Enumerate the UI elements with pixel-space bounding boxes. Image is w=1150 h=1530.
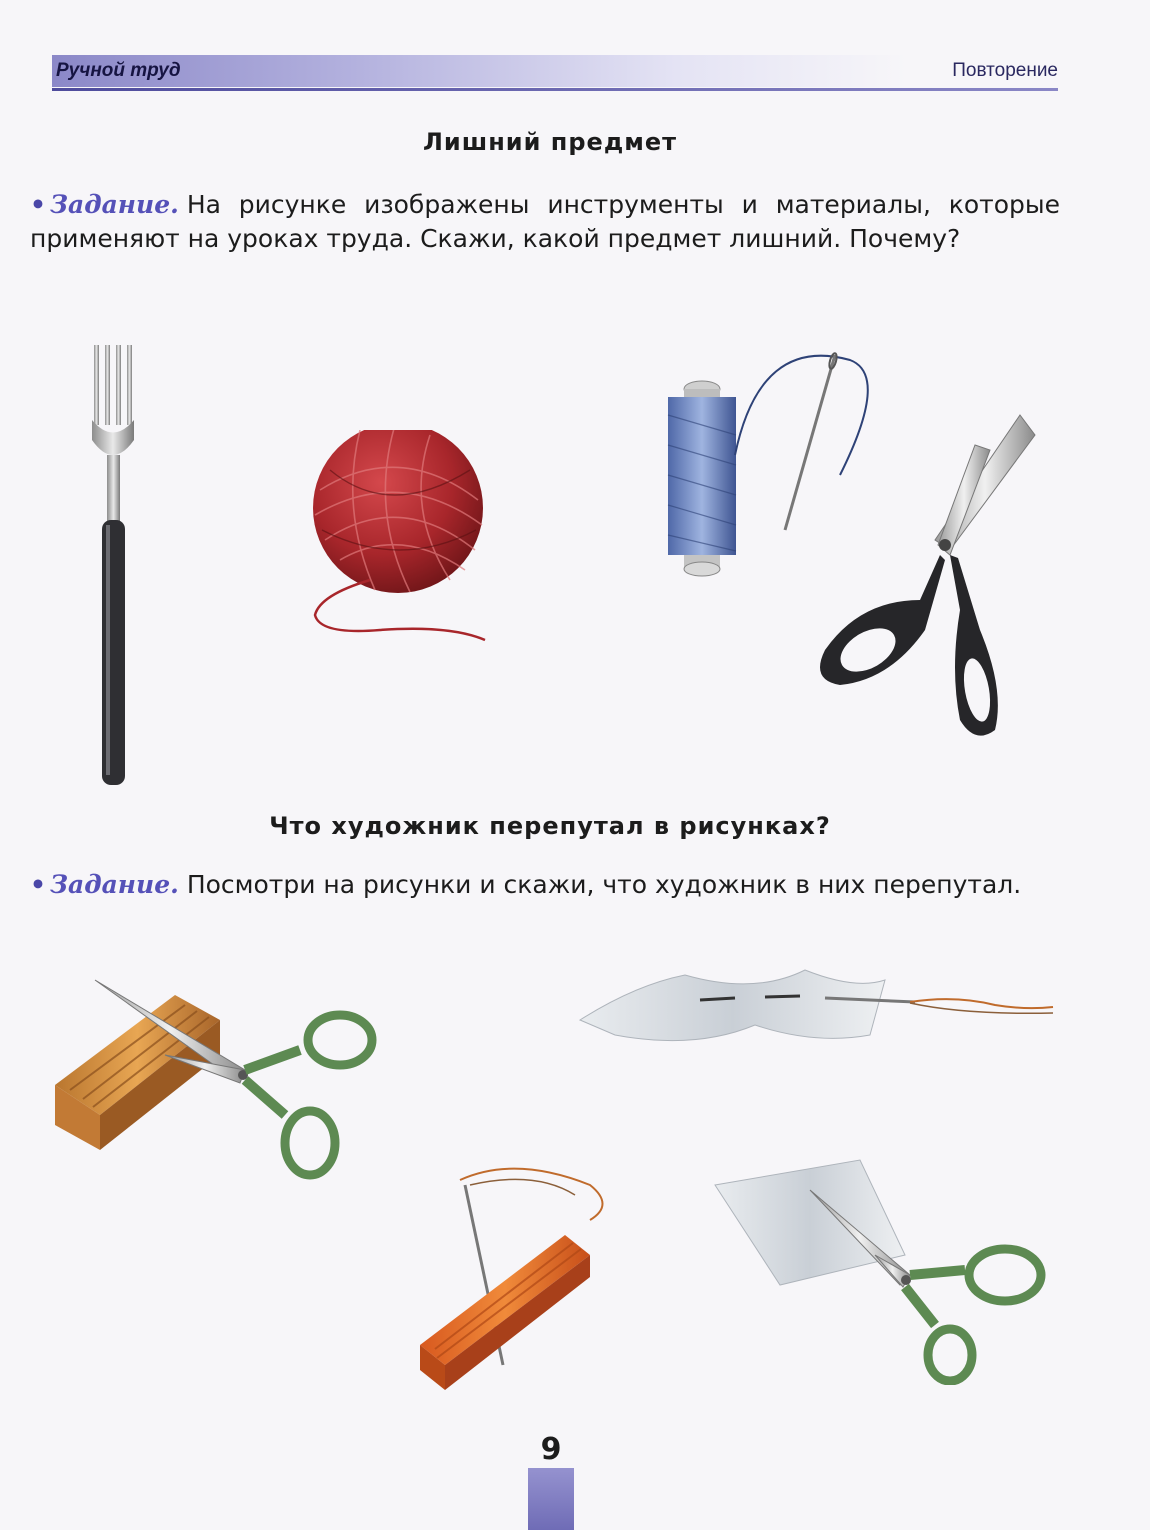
scissors-cutting-plasticine-icon — [45, 975, 385, 1195]
needle-in-plasticine-icon — [415, 1165, 615, 1395]
bullet-icon: • — [30, 190, 46, 219]
needle-sewing-paper-icon — [575, 965, 1055, 1065]
chapter-name: Повторение — [952, 60, 1058, 81]
task-label: Задание. — [49, 870, 179, 899]
task-text: На рисунке изображены инструменты и материалы, которые применяют на уроках труда. Скажи, какой предмет лишний. Почему? — [30, 190, 1060, 253]
section-name: Ручной труд — [56, 60, 181, 81]
page-number-bar — [528, 1468, 574, 1530]
fork-icon — [80, 340, 150, 790]
task-text: Посмотри на рисунки и скажи, что художник в них перепутал. — [186, 870, 1022, 899]
scissors-cutting-paper-icon — [710, 1155, 1055, 1385]
section2-title: Что художник перепутал в рисунках? — [269, 812, 831, 840]
header-band — [52, 55, 1058, 87]
scissors-icon — [800, 410, 1040, 750]
page-number: 9 — [540, 1432, 562, 1467]
task-label: Задание. — [49, 190, 179, 219]
bullet-icon: • — [30, 870, 46, 899]
header-rule — [52, 88, 1058, 91]
section2-task — [30, 868, 1060, 902]
yarn-ball-icon — [300, 430, 500, 645]
section1-task — [30, 188, 1060, 256]
section1-title: Лишний предмет — [422, 128, 678, 156]
